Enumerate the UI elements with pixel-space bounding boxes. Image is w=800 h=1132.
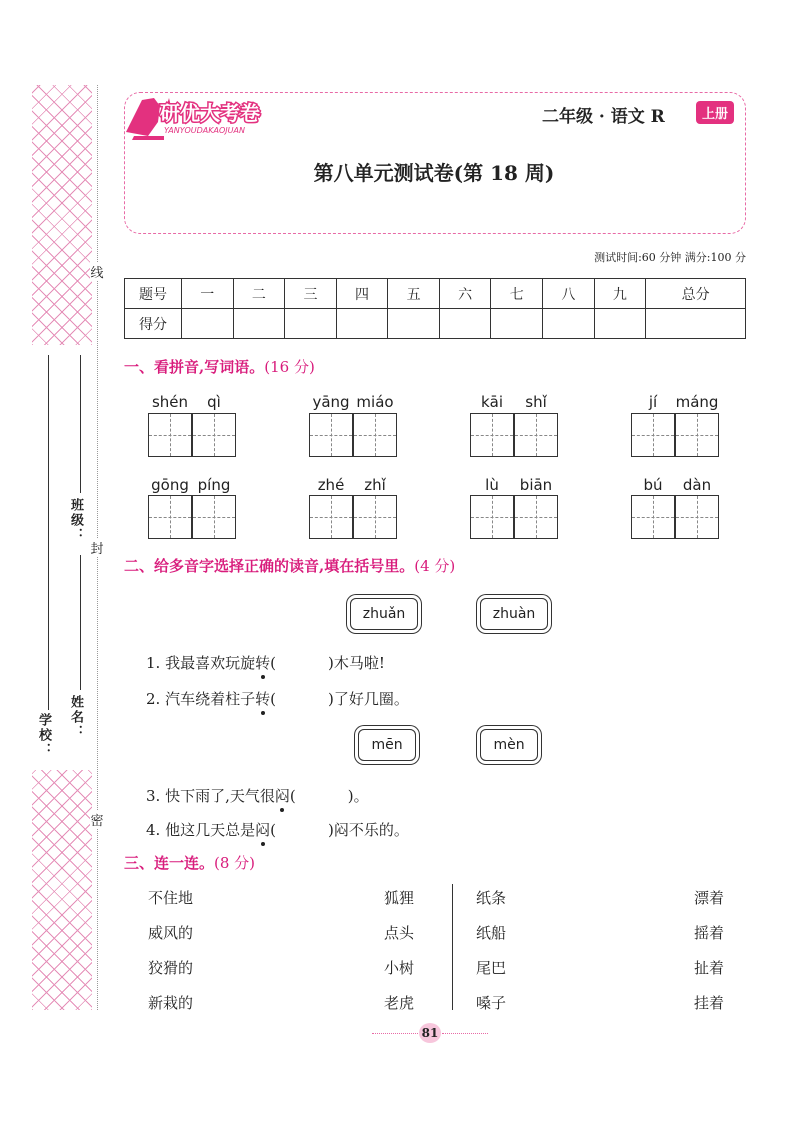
question-text: 1. 我最喜欢玩旋 bbox=[146, 654, 256, 672]
pinyin: lù bbox=[485, 476, 499, 494]
match-word[interactable]: 漂着 bbox=[694, 889, 725, 907]
paren-open: ( bbox=[270, 821, 276, 839]
school-label: 学校： bbox=[36, 713, 51, 758]
score-header: 七 bbox=[491, 279, 543, 309]
match-word[interactable]: 狐狸 bbox=[384, 889, 415, 907]
pinyin: máng bbox=[675, 393, 719, 411]
name-line[interactable] bbox=[80, 555, 81, 690]
section3-title bbox=[124, 852, 255, 873]
writing-cell[interactable] bbox=[192, 495, 236, 539]
question-text: 了好几圈。 bbox=[333, 690, 409, 708]
section2-title bbox=[124, 555, 455, 576]
pinyin: dàn bbox=[682, 476, 712, 494]
school-line[interactable] bbox=[48, 355, 49, 710]
polyphone-char: 闷 bbox=[274, 787, 290, 805]
question-text: 4. 他这几天总是 bbox=[146, 821, 256, 839]
match-word[interactable]: 不住地 bbox=[148, 889, 194, 907]
match-word[interactable]: 新栽的 bbox=[148, 994, 194, 1012]
score-cell[interactable] bbox=[233, 309, 285, 339]
match-word[interactable]: 扯着 bbox=[694, 959, 725, 977]
pinyin: zhé bbox=[317, 476, 345, 494]
match-word[interactable]: 尾巴 bbox=[476, 959, 507, 977]
score-cell[interactable] bbox=[285, 309, 337, 339]
pinyin: zhǐ bbox=[364, 476, 386, 494]
match-word[interactable]: 小树 bbox=[384, 959, 415, 977]
page-number-rule bbox=[372, 1033, 418, 1034]
score-cell[interactable] bbox=[388, 309, 440, 339]
column-divider bbox=[452, 884, 453, 1010]
score-header: 二 bbox=[233, 279, 285, 309]
paren-close: ) bbox=[327, 821, 334, 839]
score-header: 六 bbox=[439, 279, 491, 309]
time-info: 测试时间:60 分钟 满分:100 分 bbox=[594, 251, 746, 264]
fist-logo-icon bbox=[124, 92, 314, 142]
score-header-row bbox=[125, 279, 746, 309]
question-4 bbox=[146, 819, 409, 840]
writing-cell[interactable] bbox=[353, 495, 397, 539]
match-word[interactable]: 嗓子 bbox=[476, 994, 507, 1012]
score-header: 五 bbox=[388, 279, 440, 309]
polyphone-char: 闷 bbox=[255, 821, 271, 839]
writing-cell[interactable] bbox=[309, 413, 353, 457]
writing-cell[interactable] bbox=[192, 413, 236, 457]
writing-cell[interactable] bbox=[470, 413, 514, 457]
writing-cell[interactable] bbox=[148, 495, 192, 539]
pinyin: jí bbox=[648, 393, 658, 411]
margin-hatch-bottom bbox=[32, 770, 92, 1010]
question-text: 木马啦! bbox=[333, 654, 385, 672]
score-header: 九 bbox=[594, 279, 646, 309]
logo-subtitle: YANYOUDAKAOJUAN bbox=[164, 126, 245, 135]
score-cell[interactable] bbox=[543, 309, 595, 339]
pinyin-option: mēn bbox=[358, 729, 416, 761]
pinyin-option: mèn bbox=[480, 729, 538, 761]
section1-points: (16 分) bbox=[264, 358, 315, 376]
logo-title: 研优大考卷 bbox=[160, 101, 260, 125]
paren-close: ) bbox=[327, 654, 334, 672]
score-table bbox=[124, 278, 746, 339]
score-cell[interactable] bbox=[594, 309, 646, 339]
paren-close: ) bbox=[327, 690, 334, 708]
question-text: 。 bbox=[353, 787, 369, 805]
bind-char-xian: 线 bbox=[90, 262, 104, 281]
pinyin-option: zhuàn bbox=[480, 598, 548, 630]
section1-title bbox=[124, 356, 315, 377]
score-header: 一 bbox=[182, 279, 234, 309]
bind-char-mi: 密 bbox=[90, 810, 104, 829]
match-word[interactable]: 纸船 bbox=[476, 924, 507, 942]
writing-cell[interactable] bbox=[631, 495, 675, 539]
question-text: 闷不乐的。 bbox=[333, 821, 409, 839]
writing-cell[interactable] bbox=[631, 413, 675, 457]
paren-open: ( bbox=[289, 787, 296, 805]
pinyin: biān bbox=[519, 476, 553, 494]
pinyin: píng bbox=[197, 476, 231, 494]
score-header: 总分 bbox=[646, 279, 746, 309]
pinyin: kāi bbox=[480, 393, 504, 411]
question-3 bbox=[146, 785, 369, 806]
writing-cell[interactable] bbox=[148, 413, 192, 457]
score-cell[interactable] bbox=[646, 309, 746, 339]
polyphone-char: 转 bbox=[255, 690, 271, 708]
match-word[interactable]: 纸条 bbox=[476, 889, 507, 907]
question-1 bbox=[146, 652, 385, 673]
match-word[interactable]: 点头 bbox=[384, 924, 415, 942]
writing-cell[interactable] bbox=[514, 495, 558, 539]
pinyin: qì bbox=[207, 393, 221, 411]
paren-open: ( bbox=[270, 654, 276, 672]
writing-cell[interactable] bbox=[353, 413, 397, 457]
score-header: 三 bbox=[285, 279, 337, 309]
pinyin: shǐ bbox=[525, 393, 547, 411]
page-number-rule bbox=[442, 1033, 488, 1034]
section2-points: (4 分) bbox=[414, 557, 456, 575]
class-line[interactable] bbox=[80, 355, 81, 493]
writing-cell[interactable] bbox=[309, 495, 353, 539]
section2-title-text: 二、给多音字选择正确的读音,填在括号里。 bbox=[124, 557, 415, 575]
class-label: 班级： bbox=[68, 498, 83, 543]
score-header: 题号 bbox=[125, 279, 182, 309]
writing-cell[interactable] bbox=[675, 495, 719, 539]
name-label: 姓名： bbox=[68, 695, 83, 740]
score-header: 八 bbox=[543, 279, 595, 309]
score-cell[interactable] bbox=[182, 309, 234, 339]
pinyin: miáo bbox=[356, 393, 394, 411]
match-word[interactable]: 狡猾的 bbox=[148, 959, 194, 977]
pinyin: shén bbox=[151, 393, 189, 411]
match-word[interactable]: 威风的 bbox=[148, 924, 194, 942]
pinyin: bú bbox=[643, 476, 663, 494]
score-row bbox=[125, 309, 746, 339]
section3-points: (8 分) bbox=[214, 854, 256, 872]
writing-cell[interactable] bbox=[470, 495, 514, 539]
question-text: 2. 汽车绕着柱子 bbox=[146, 690, 256, 708]
score-header: 四 bbox=[336, 279, 388, 309]
volume-badge: 上册 bbox=[696, 101, 734, 124]
logo bbox=[124, 92, 314, 142]
paren-close: ) bbox=[347, 787, 354, 805]
writing-cell[interactable] bbox=[675, 413, 719, 457]
score-cell[interactable] bbox=[336, 309, 388, 339]
paren-open: ( bbox=[270, 690, 276, 708]
grade-subject: 二年级 · 语文 R bbox=[542, 107, 665, 127]
section3-title-text: 三、连一连。 bbox=[124, 854, 215, 872]
pinyin-option: zhuǎn bbox=[350, 598, 418, 630]
score-cell[interactable] bbox=[439, 309, 491, 339]
page-title: 第八单元测试卷(第 18 周) bbox=[313, 161, 555, 185]
score-cell[interactable] bbox=[491, 309, 543, 339]
margin-hatch-top bbox=[32, 85, 92, 345]
pinyin: yāng bbox=[312, 393, 350, 411]
polyphone-char: 转 bbox=[255, 654, 271, 672]
section1-title-text: 一、看拼音,写词语。 bbox=[124, 358, 265, 376]
score-row-label: 得分 bbox=[125, 309, 182, 339]
match-word[interactable]: 挂着 bbox=[694, 994, 725, 1012]
question-text: 3. 快下雨了,天气很 bbox=[146, 787, 275, 805]
writing-cell[interactable] bbox=[514, 413, 558, 457]
page-number-text: 81 bbox=[419, 1023, 441, 1043]
bind-char-feng: 封 bbox=[90, 538, 104, 557]
pinyin: gōng bbox=[151, 476, 189, 494]
page-number bbox=[372, 1022, 488, 1046]
match-word[interactable]: 摇着 bbox=[694, 924, 725, 942]
match-word[interactable]: 老虎 bbox=[384, 994, 415, 1012]
question-2 bbox=[146, 688, 409, 709]
